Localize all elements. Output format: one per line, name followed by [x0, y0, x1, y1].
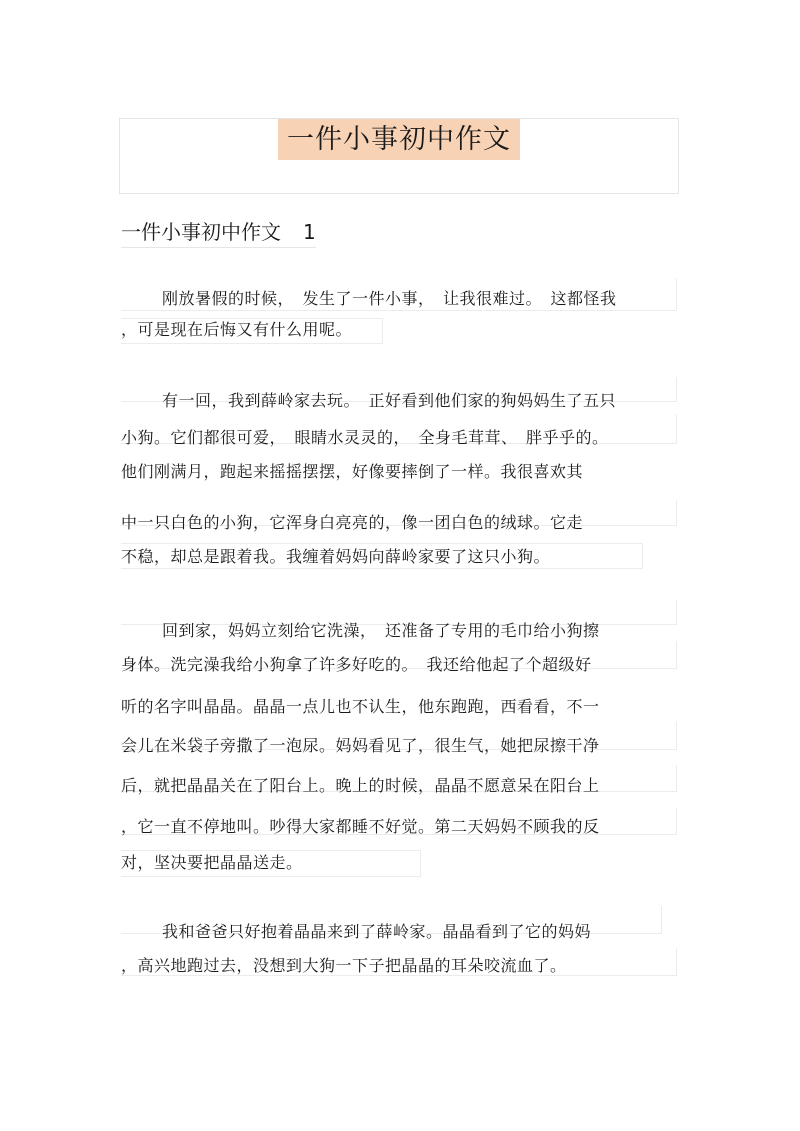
paragraph-line: 对，坚决要把晶晶送走。	[121, 853, 303, 872]
paragraph-line: 听的名字叫晶晶。晶晶一点儿也不认生，他东跑跑，西看看，不一	[121, 697, 600, 716]
paragraph-line: 小狗。它们都很可爱， 眼睛水灵灵的， 全身毛茸茸、 胖乎乎的。	[121, 428, 609, 447]
section-number: 1	[303, 220, 316, 244]
paragraph-line: 身体。洗完澡我给小狗拿了许多好吃的。 我还给他起了个超级好	[121, 655, 592, 674]
paragraph-line: ，可是现在后悔又有什么用呢。	[121, 320, 353, 339]
paragraph-line: 有一回，我到薛岭家去玩。 正好看到他们家的狗妈妈生了五只	[162, 391, 617, 410]
paragraph-line: 他们刚满月，跑起来摇摇摆摆，好像要摔倒了一样。我很喜欢其	[121, 462, 584, 481]
document-title: 一件小事初中作文	[278, 119, 520, 160]
paragraph-line: 中一只白色的小狗，它浑身白亮亮的，像一团白色的绒球。它走	[121, 513, 584, 532]
section-heading-text: 一件小事初中作文	[121, 220, 281, 244]
paragraph-line: 会儿在米袋子旁撒了一泡尿。妈妈看见了，很生气，她把尿擦干净	[121, 736, 600, 755]
paragraph-line: 后，就把晶晶关在了阳台上。晚上的时候，晶晶不愿意呆在阳台上	[121, 776, 600, 795]
paragraph-line: 不稳，却总是跟着我。我缠着妈妈向薛岭家要了这只小狗。	[121, 547, 551, 566]
section-heading	[121, 217, 316, 248]
paragraph-line: 回到家，妈妈立刻给它洗澡， 还准备了专用的毛巾给小狗擦	[162, 621, 600, 640]
paragraph-line: 我和爸爸只好抱着晶晶来到了薛岭家。晶晶看到了它的妈妈	[162, 922, 592, 941]
paragraph-line: ，高兴地跑过去，没想到大狗一下子把晶晶的耳朵咬流血了。	[121, 956, 567, 975]
paragraph-line: ，它一直不停地叫。吵得大家都睡不好觉。第二天妈妈不顾我的反	[121, 817, 600, 836]
paragraph-line: 刚放暑假的时候， 发生了一件小事， 让我很难过。 这都怪我	[162, 289, 617, 308]
